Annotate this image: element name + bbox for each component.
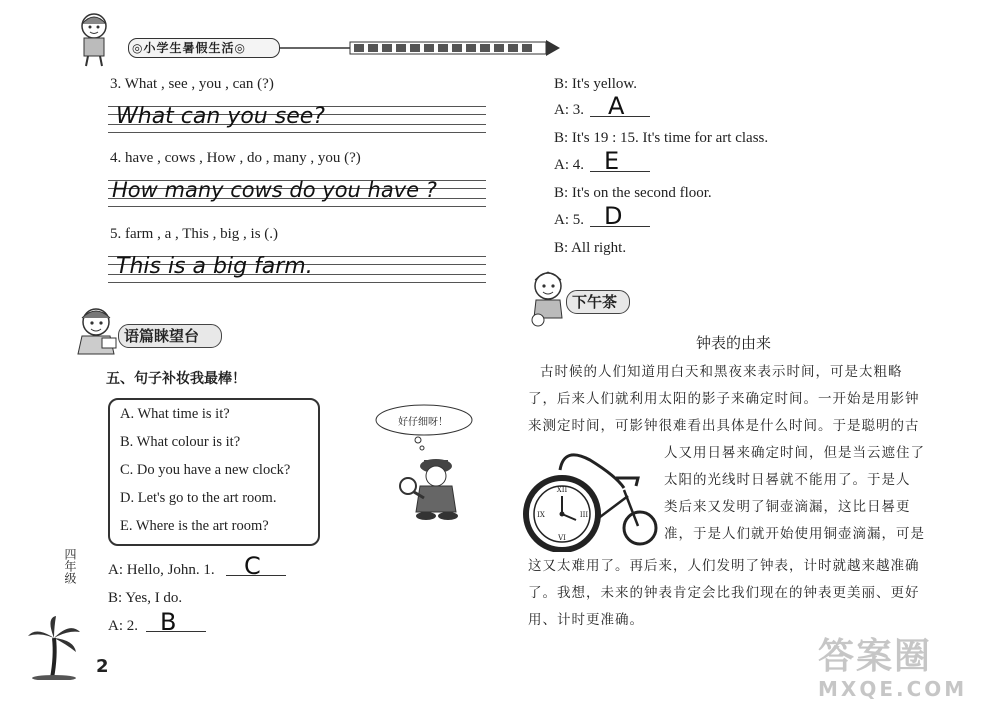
answer-line-4 [590,171,650,172]
article-line-3: 来测定时间，可影钟很难看出具体是什么时间。于是聪明的古 [528,418,920,434]
section-mascot [74,306,120,358]
article-line-1: 古时候的人们知道用白天和黑夜来表示时间，可是太粗略 [540,364,903,380]
question-3-answer: What can you see? [116,104,325,129]
watermark-logo [818,628,988,704]
question-4-answer: How many cows do you have ? [112,178,437,202]
clock-bicycle-illustration [520,440,660,552]
dialog-right-3: B: It's 19 : 15. It's time for art class. [554,130,769,146]
answer-1: C [244,552,261,580]
dialog-right-5: B: It's on the second floor. [554,185,712,201]
header-banner-text: ◎小学生暑假生活◎ [132,41,246,55]
question-5-prompt: 5. farm , a , This , big , is (.) [110,226,279,242]
svg-text:IX: IX [537,511,545,519]
question-4-prompt: 4. have , cows , How , do , many , you (?) [110,150,361,166]
answer-3: A [608,92,625,120]
article-line-6: 类后来又发明了铜壶滴漏，这比日晷更 [664,499,911,515]
header-mascot [72,10,116,68]
dialog-right-7: B: All right. [554,240,627,256]
dialog-right-2: A: 3. [554,102,584,118]
option-c: C. Do you have a new clock? [120,462,291,478]
tea-mascot [526,268,570,328]
watermark-text-cn: 答案圈 [818,636,933,677]
watermark-text-en: MXQE.COM [818,677,968,701]
exercise-title: 五、句子补妆我最棒！ [106,371,246,387]
dialog-right-1: B: It's yellow. [554,76,637,92]
header-arrow [280,34,560,56]
palm-tree-illustration [26,616,82,680]
svg-text:VI: VI [558,534,566,542]
option-b: B. What colour is it? [120,434,241,450]
dialog-right-4: A: 4. [554,157,584,173]
option-a: A. What time is it? [120,406,230,422]
article-line-8: 这又太难用了。再后来，人们发明了钟表，计时就越来越准确 [528,558,920,574]
option-e: E. Where is the art room? [120,518,269,534]
page-number: 2 [96,656,109,677]
option-d: D. Let's go to the art room. [120,490,277,506]
answer-5: D [604,202,623,230]
question-3-prompt: 3. What , see , you , can (?) [110,76,274,92]
tea-title: 下午茶 [572,293,618,311]
article-line-5: 太阳的光线时日晷就不能用了。于是人 [664,472,911,488]
article-line-7: 准，于是人们就开始使用铜壶滴漏，可是 [664,526,925,542]
svg-text:III: III [579,511,589,519]
section-title: 语篇睐望台 [124,327,200,345]
article-line-2: 了，后来人们就利用太阳的影子来确定时间。一开始是用影钟 [528,391,920,407]
answer-2: B [160,608,177,636]
detective-illustration [394,452,474,522]
dialog-right-6: A: 5. [554,212,584,228]
dialog-left-3: A: 2. [108,618,138,634]
article-line-10: 用、计时更准确。 [528,612,644,628]
dialog-left-1: A: Hello, John. 1. [108,562,215,578]
grade-label: 四年级 [63,548,77,584]
article-line-9: 了。我想，未来的钟表肯定会比我们现在的钟表更美丽、更好 [528,585,920,601]
dialog-left-2: B: Yes, I do. [108,590,183,606]
article-title: 钟表的由来 [696,334,772,352]
question-5-answer: This is a big farm. [116,254,313,279]
answer-4: E [604,147,620,175]
speech-bubble-text: 好仔细呀！ [398,417,448,428]
svg-text:XII: XII [556,486,568,494]
article-line-4: 人又用日晷来确定时间，但是当云遮住了 [664,445,925,461]
